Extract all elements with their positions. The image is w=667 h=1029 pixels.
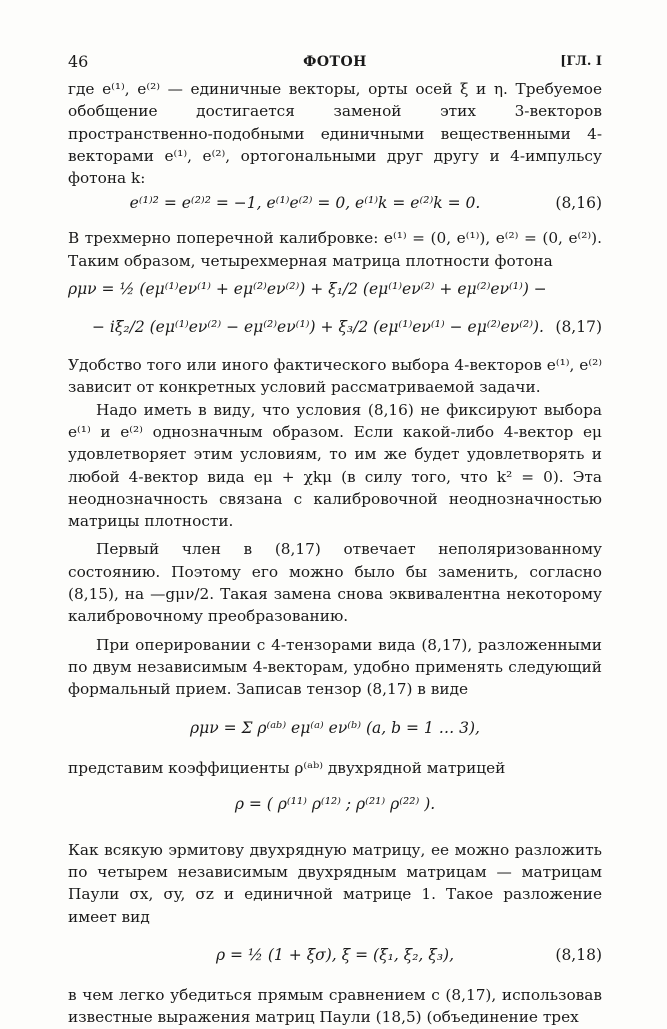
equation-matrix-body: ρ = ( ρ⁽¹¹⁾ ρ⁽¹²⁾ ; ρ⁽²¹⁾ ρ⁽²²⁾ ). bbox=[234, 794, 436, 813]
running-title: ФОТОН bbox=[303, 54, 367, 70]
paragraph-4: Надо иметь в виду, что условия (8,16) не фиксируют выбора e⁽¹⁾ и e⁽²⁾ однозначным образом. Если какой-либо 4-вектор eμ удовлетворяет этим условиям, то им же будет удовлетворять и любой 4-вектор вида eμ + χkμ (в силу того, что k² = 0). Эта неоднозначность связана с калибровочной неоднозначностью матрицы плотности. bbox=[68, 400, 602, 531]
equation-matrix bbox=[68, 779, 602, 833]
paragraph-1: где e⁽¹⁾, e⁽²⁾ — единичные векторы, орты осей ξ и η. Требуемое обобщение достигается заменой этих 3-векторов пространственно-подобными единичными вещественными 4-векторами e⁽¹⁾, e⁽²⁾, ортогональными друг другу и 4-импульсу фотона k: bbox=[68, 80, 602, 188]
equation-8-18-body: ρ = ½ (1 + ξσ), ξ = (ξ₁, ξ₂, ξ₃), bbox=[215, 946, 455, 965]
page-number: 46 bbox=[68, 52, 89, 71]
equation-sum-body: ρμν = Σ ρ⁽ᵃᵇ⁾ eμ⁽ᵃ⁾ eν⁽ᵇ⁾ (a, b = 1 … 3), bbox=[190, 718, 480, 737]
equation-8-17-line-2 bbox=[68, 310, 602, 348]
chapter-label: [ГЛ. I bbox=[560, 54, 602, 69]
equation-8-17-line-1 bbox=[68, 272, 602, 310]
paragraph-8: Как всякую эрмитову двухрядную матрицу, ее можно разложить по четырем независимым двухрядным матрицам — матрицам Паули σx, σy, σz и единичной матрице 1. Такое разложение имеет вид bbox=[68, 840, 602, 926]
equation-8-16-body: e⁽¹⁾² = e⁽²⁾² = −1, e⁽¹⁾e⁽²⁾ = 0, e⁽¹⁾k = e⁽²⁾k = 0. bbox=[129, 194, 481, 213]
book-page bbox=[68, 52, 602, 1029]
paragraph-6: При оперировании с 4-тензорами вида (8,17), разложенными по двум независимым 4-векторам, удобно применять следующий формальный прием. Записав тензор (8,17) в виде bbox=[68, 635, 602, 699]
equation-8-16 bbox=[68, 189, 602, 221]
page-header bbox=[68, 52, 602, 78]
equation-8-17-number: (8,17) bbox=[555, 318, 602, 337]
equation-8-17-second-part: − iξ₂/2 (eμ⁽¹⁾eν⁽²⁾ − eμ⁽²⁾eν⁽¹⁾) + ξ₃/2 (eμ⁽¹⁾eν⁽¹⁾ − eμ⁽²⁾eν⁽²⁾). bbox=[91, 318, 544, 337]
paragraph-3: Удобство того или иного фактического выбора 4-векторов e⁽¹⁾, e⁽²⁾ зависит от конкретных условий рассматриваемой задачи. bbox=[68, 356, 602, 397]
paragraph-9: в чем легко убедиться прямым сравнением с (8,17), использовав известные выражения матриц Паули (18,5) (объединение трех bbox=[68, 986, 602, 1027]
equation-8-18 bbox=[68, 928, 602, 984]
paragraph-2: В трехмерно поперечной калибровке: e⁽¹⁾ = (0, e⁽¹⁾), e⁽²⁾ = (0, e⁽²⁾). Таким образом, четырехмерная матрица плотности фотона bbox=[68, 229, 602, 270]
paragraph-5: Первый член в (8,17) отвечает неполяризованному состоянию. Поэтому его можно было бы заменить, согласно (8,15), на —gμν/2. Такая замена снова эквивалентна некоторому калибровочному преобразованию. bbox=[68, 540, 602, 626]
equation-sum bbox=[68, 701, 602, 757]
paragraph-7: представим коэффициенты ρ⁽ᵃᵇ⁾ двухрядной матрицей bbox=[68, 758, 506, 777]
equation-8-17-first-part: ρμν = ½ (eμ⁽¹⁾eν⁽¹⁾ + eμ⁽²⁾eν⁽²⁾) + ξ₁/2 (eμ⁽¹⁾eν⁽²⁾ + eμ⁽²⁾eν⁽¹⁾) − bbox=[68, 280, 547, 299]
equation-8-16-number: (8,16) bbox=[555, 194, 602, 213]
equation-8-18-number: (8,18) bbox=[555, 946, 602, 965]
